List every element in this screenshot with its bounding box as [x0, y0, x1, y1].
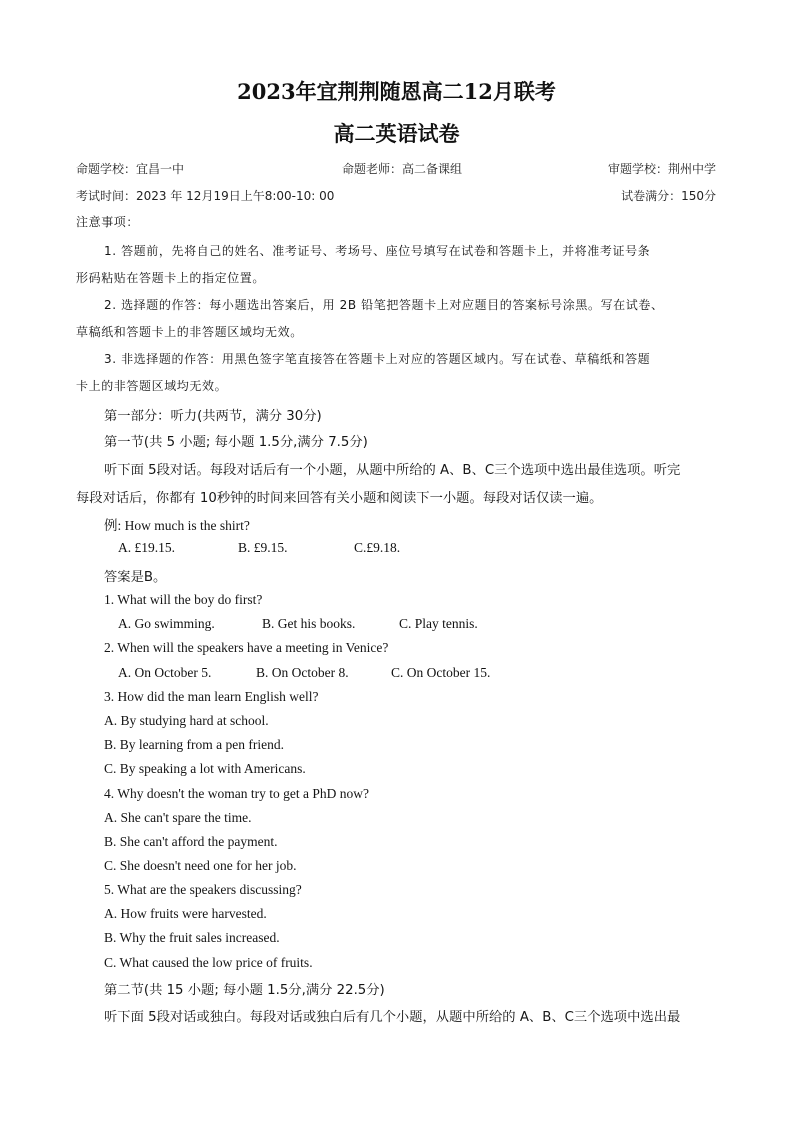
question-3-option-a: A. By studying hard at school. [104, 713, 269, 728]
exam-time: 考试时间：2023 年 12月19日上午8:00-10: 00 [76, 189, 335, 203]
section1-instructions-line-2: 每段对话后，你都有 10秒钟的时间来回答有关小题和阅读下一小题。每段对话仅读一遍。 [76, 491, 603, 506]
exam-subtitle: 高二英语试卷 [333, 121, 460, 146]
part1-heading: 第一部分：听力(共两节，满分 30分) [104, 409, 322, 424]
question-2-option-a: A. On October 5. [118, 665, 212, 680]
question-1-option-c: C. Play tennis. [399, 616, 478, 631]
question-1-option-a: A. Go swimming. [118, 616, 215, 631]
question-3-option-b: B. By learning from a pen friend. [104, 737, 284, 752]
section1-heading: 第一节(共 5 小题; 每小题 1.5分,满分 7.5分) [104, 435, 368, 450]
question-5-option-b: B. Why the fruit sales increased. [104, 930, 280, 945]
note-1-line-1: 1. 答题前，先将自己的姓名、准考证号、考场号、座位号填写在试卷和答题卡上，并将准考证号条 [104, 244, 651, 258]
question-1-option-b: B. Get his books. [262, 616, 356, 631]
example-answer: 答案是B。 [104, 570, 167, 585]
example-option-a: A. £19.15. [118, 540, 175, 555]
note-1-line-2: 形码粘贴在答题卡上的指定位置。 [76, 271, 266, 285]
question-3-option-c: C. By speaking a lot with Americans. [104, 761, 306, 776]
question-5-option-a: A. How fruits were harvested. [104, 906, 267, 921]
note-2-line-2: 草稿纸和答题卡上的非答题区域均无效。 [76, 325, 303, 339]
setter-teacher: 命题老师：高二备课组 [342, 162, 463, 176]
question-4: 4. Why doesn't the woman try to get a PhD now? [104, 786, 370, 801]
section2-instructions: 听下面 5段对话或独白。每段对话或独白后有几个小题，从题中所给的 A、B、C三个选项中选出最 [104, 1010, 681, 1025]
note-2-line-1: 2. 选择题的作答：每小题选出答案后，用 2B 铅笔把答题卡上对应题目的答案标号涂黑。写在试卷、 [104, 298, 664, 312]
question-4-option-a: A. She can't spare the time. [104, 810, 252, 825]
example-option-b: B. £9.15. [238, 540, 288, 555]
question-5: 5. What are the speakers discussing? [104, 882, 302, 897]
question-4-option-b: B. She can't afford the payment. [104, 834, 278, 849]
question-1: 1. What will the boy do first? [104, 592, 263, 607]
question-4-option-c: C. She doesn't need one for her job. [104, 858, 297, 873]
reviewer-school: 审题学校：荆州中学 [607, 162, 716, 176]
notes-heading: 注意事项： [76, 215, 140, 229]
section1-instructions-line-1: 听下面 5段对话。每段对话后有一个小题，从题中所给的 A、B、C三个选项中选出最佳选项。听完 [104, 463, 681, 478]
note-3-line-2: 卡上的非答题区域均无效。 [76, 379, 228, 393]
question-2-option-b: B. On October 8. [256, 665, 349, 680]
question-2-option-c: C. On October 15. [391, 665, 491, 680]
question-3: 3. How did the man learn English well? [104, 689, 319, 704]
full-score: 试卷满分：150分 [621, 189, 716, 203]
example-option-c: C.£9.18. [354, 540, 401, 555]
section2-heading: 第二节(共 15 小题; 每小题 1.5分,满分 22.5分) [104, 983, 385, 998]
question-2: 2. When will the speakers have a meeting in Venice? [104, 640, 389, 655]
example-question: 例: How much is the shirt? [104, 518, 250, 533]
question-5-option-c: C. What caused the low price of fruits. [104, 955, 313, 970]
exam-title: 2023年宜荆荆随恩高二12月联考 [237, 79, 556, 104]
setter-school: 命题学校：宜昌一中 [76, 162, 185, 176]
note-3-line-1: 3. 非选择题的作答：用黑色签字笔直接答在答题卡上对应的答题区域内。写在试卷、草稿纸和答题 [104, 352, 651, 366]
